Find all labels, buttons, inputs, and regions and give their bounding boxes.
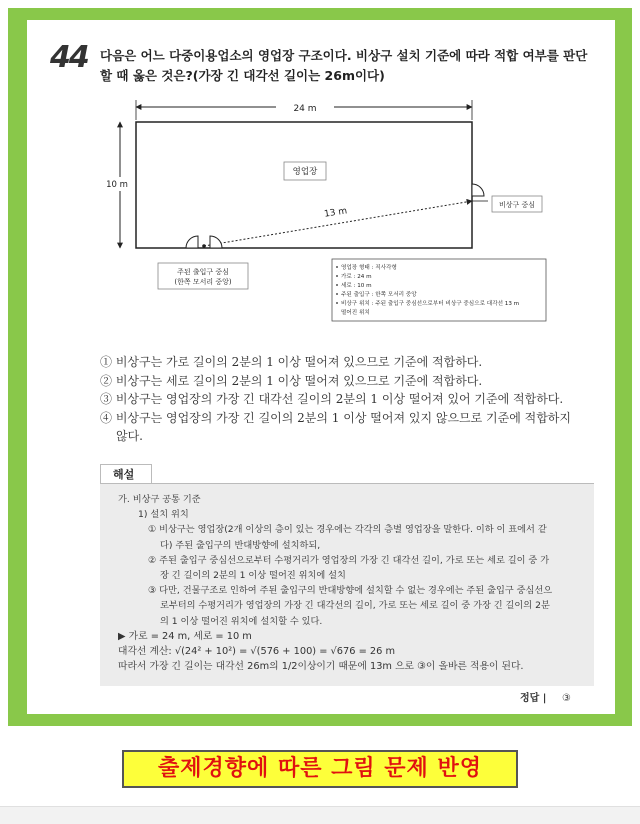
- question-text: 다음은 어느 다중이용업소의 영업장 구조이다. 비상구 설치 기준에 따라 적합 여부를 판단할 때 옳은 것은?(가장 긴 대각선 길이는 26m이다): [100, 48, 588, 83]
- width-label: 24 m: [293, 104, 317, 114]
- option-4[interactable]: ④ 비상구는 영업장의 가장 긴 길이의 2분의 1 이상 떨어져 있지 않으므로 기준에 적합하지: [100, 410, 571, 425]
- explanation-item: ② 주된 출입구 중심선으로부터 수평거리가 영업장의 가장 긴 대각선 길이, 가로 또는 세로 길이 중 가: [148, 554, 550, 566]
- legend-item: 가로 : 24 m: [341, 274, 372, 280]
- entrance-label-line2: (한쪽 모서리 중앙): [174, 278, 232, 286]
- option-1[interactable]: ① 비상구는 가로 길이의 2분의 1 이상 떨어져 있으므로 기준에 적합하다.: [100, 355, 483, 369]
- answer-label: 정답 |: [520, 693, 547, 704]
- legend-item: 영업장 형태 : 직사각형: [341, 265, 397, 271]
- explanation-dimensions: ▶ 가로 = 24 m, 세로 = 10 m: [118, 630, 252, 642]
- answer-line: [520, 689, 571, 704]
- legend-item: 비상구 위치 : 주된 출입구 중심선으로부터 비상구 중심으로 대각선 13 m: [341, 301, 520, 307]
- floor-plan-diagram: [100, 100, 570, 330]
- exit-center-label: 비상구 중심: [498, 201, 536, 209]
- entrance-label-line1: 주된 출입구 중심: [177, 268, 229, 276]
- option-4-continuation: 않다.: [116, 429, 143, 443]
- option-3[interactable]: ③ 비상구는 영업장의 가장 긴 대각선 길이의 2분의 1 이상 떨어져 있어 기준에 적합하다.: [100, 392, 564, 406]
- legend-item: 세로 : 10 m: [341, 283, 372, 289]
- legend-item: 주된 출입구 : 한쪽 모서리 중앙: [341, 292, 417, 298]
- answer-options: [100, 353, 590, 446]
- explanation-item: 의 1 이상 떨어진 위치에 설치할 수 있다.: [160, 615, 323, 627]
- explanation-item: ① 비상구는 영업장(2개 이상의 층이 있는 경우에는 각각의 층별 영업장을 말한다. 이하 이 표에서 같: [148, 524, 547, 536]
- explanation-item: 장 긴 길이의 2분의 1 이상 떨어진 위치에 설치: [160, 570, 346, 582]
- option-2[interactable]: ② 비상구는 세로 길이의 2분의 1 이상 떨어져 있으므로 기준에 적합하다.: [100, 373, 483, 388]
- room-label: 영업장: [292, 167, 318, 177]
- explanation-subheading: 1) 설치 위치: [138, 509, 189, 521]
- promo-banner: 출제경향에 따른 그림 문제 반영: [122, 750, 518, 788]
- explanation-item: ③ 다만, 건물구조로 인하여 주된 출입구의 반대방향에 설치할 수 없는 경우에는 주된 출입구 중심선으: [148, 585, 553, 597]
- explanation-box: [100, 484, 594, 686]
- explanation-item: 로부터의 수평거리가 영업장의 가장 긴 대각선의 길이, 가로 또는 세로 길이 중 가장 긴 길이의 2분: [160, 600, 550, 612]
- explanation-calculation: 대각선 계산: √(24² + 10²) = √(576 + 100) = √676 = 26 m: [118, 646, 396, 658]
- diagonal-label: 13 m: [323, 206, 348, 220]
- explanation-tab: 해설: [100, 464, 152, 484]
- emergency-exit-symbol: [472, 184, 488, 201]
- explanation-item: 다) 주된 출입구의 반대방향에 설치하되,: [160, 539, 321, 551]
- bottom-strip: [0, 806, 640, 824]
- answer-value: ③: [561, 693, 571, 704]
- explanation-conclusion: 따라서 가장 긴 길이는 대각선 26m의 1/2이상이기 때문에 13m 으로 ③이 올바른 적용이 된다.: [118, 661, 524, 673]
- explanation-heading: 가. 비상구 공통 기준: [118, 494, 201, 505]
- legend-item: 떨어진 위치: [341, 310, 370, 316]
- question-number: 44: [50, 40, 88, 75]
- height-label: 10 m: [106, 180, 128, 190]
